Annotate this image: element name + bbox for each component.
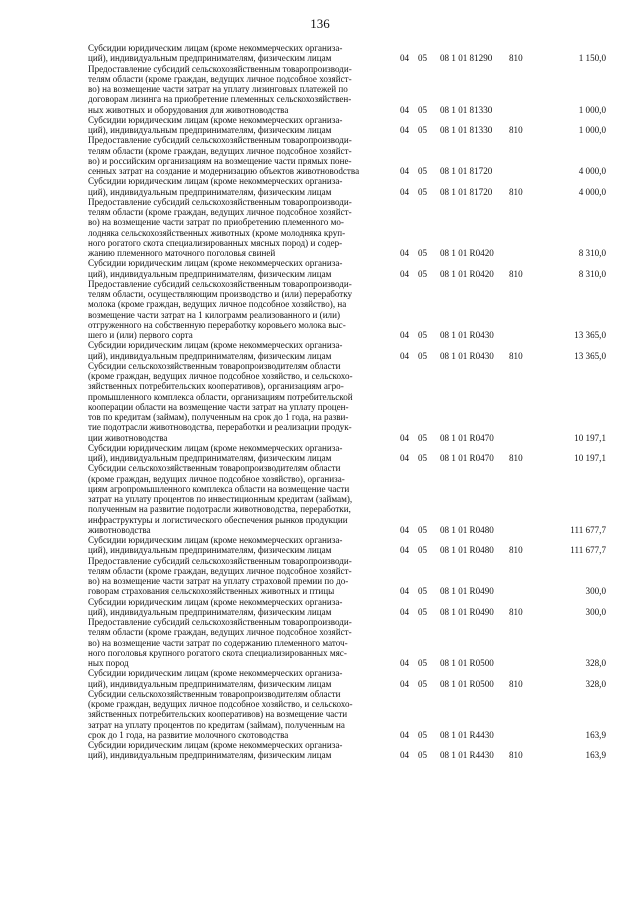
section-code: 04	[400, 186, 410, 197]
subsection-code: 05	[418, 248, 428, 258]
table-row	[88, 258, 606, 279]
amount: 300,0	[585, 606, 606, 617]
amount: 111 677,7	[570, 524, 606, 535]
table-row	[88, 689, 606, 740]
row-description: Субсидии сельскохозяйственным товаропроизводителям области (кроме граждан, ведущих личное подсобное хозяйство, и сельскохо- зяйственных потребительских кооперативов) на возмещение части затрат на уплату процентов по кредитам (займам), полученным на срок до 1 года, на развитие молочного скотоводства	[88, 688, 353, 740]
table-row	[88, 535, 606, 556]
table-row	[88, 279, 606, 341]
expense-type-code: 810	[509, 678, 523, 689]
subsection-code: 05	[418, 524, 428, 535]
section-code: 04	[400, 678, 410, 689]
expense-type-code: 810	[509, 53, 523, 64]
section-code: 04	[400, 750, 410, 761]
row-description: Субсидии юридическим лицам (кроме некоммерческих организа- ций), индивидуальным предпринимателям, физическим лицам	[88, 340, 343, 361]
table-row	[88, 64, 606, 115]
amount: 10 197,1	[574, 453, 606, 463]
row-description: Субсидии юридическим лицам (кроме некоммерческих организа- ций), индивидуальным предпринимателям, физическим лицам	[88, 43, 343, 64]
target-article-code: 08 1 01 R0480	[440, 545, 494, 556]
target-article-code: 08 1 01 R0490	[440, 586, 494, 597]
row-description: Предоставление субсидий сельскохозяйственным товаропроизводи- телям области (кроме граждан, ведущих личное подсобное хозяйст- во) на возмещение части затрат на уплату страховой премии по до- говорам страхования сельскохозяйственных животных и птицы	[88, 555, 352, 597]
amount: 10 197,1	[574, 432, 606, 443]
subsection-code: 05	[418, 432, 428, 443]
row-description: Субсидии юридическим лицам (кроме некоммерческих организа- ций), индивидуальным предпринимателям, физическим лицам	[88, 442, 343, 463]
section-code: 04	[400, 729, 410, 740]
target-article-code: 08 1 01 R0470	[440, 453, 494, 463]
table-row	[88, 740, 606, 761]
target-article-code: 08 1 01 R0420	[440, 268, 494, 279]
table-row	[88, 597, 606, 618]
amount: 8 310,0	[578, 248, 606, 258]
row-description: Предоставление субсидий сельскохозяйственным товаропроизводи- телям области (кроме граждан, ведущих личное подсобное хозяйст- во) на возмещение части затрат по приобретению племенного мо- лодняка сельскохозяйственных животных (кроме молодняка круп- ного рогатого скота специализированных мясных пород) и содер- жанию племенного маточного поголовья свиней	[88, 196, 352, 258]
amount: 1 000,0	[578, 125, 606, 135]
row-description: Предоставление субсидий сельскохозяйственным товаропроизводи- телям области (кроме граждан, ведущих личное подсобное хозяйст- во) на возмещение части затрат по содержанию племенного маточ- ного поголовья крупного рогатого скота специализированных мяс- ных пород	[88, 617, 352, 668]
section-code: 04	[400, 432, 410, 443]
section-code: 04	[400, 104, 410, 115]
section-code: 04	[400, 545, 410, 556]
table-row	[88, 135, 606, 176]
expense-type-code: 810	[509, 186, 523, 197]
subsection-code: 05	[418, 678, 428, 689]
table-row	[88, 463, 606, 535]
subsection-code: 05	[418, 453, 428, 463]
row-description: Субсидии сельскохозяйственным товаропроизводителям области (кроме граждан, ведущих личное подсобное хозяйство), организа- циям агропромышленного комплекса области на возмещение части затрат на уплату процентов по инвестиционным кредитам (займам), полученным на развитие подотрасли животноводства, переработки, инфраструктуры и логистического обеспечения рынков продукции животноводства	[88, 463, 353, 535]
target-article-code: 08 1 01 R0470	[440, 432, 494, 443]
row-description: Субсидии сельскохозяйственным товаропроизводителям области (кроме граждан, ведущих личное подсобное хозяйство, и сельскохо- зяйственных потребительских кооперативов), организациям агро- промышленного комплекса области, организациям потребительской кооперации области на возмещение части затрат на уплату процен- тов по кредитам (займам), полученным на срок до 1 года, на разви- тие подотрасли животноводства, переработки и реализации продук- ции животноводства	[88, 360, 353, 443]
table-row	[88, 361, 606, 443]
target-article-code: 08 1 01 81290	[440, 53, 493, 64]
amount: 4 000,0	[578, 166, 606, 176]
target-article-code: 08 1 01 R0480	[440, 524, 494, 535]
expense-type-code: 810	[509, 750, 523, 761]
table-row	[88, 176, 606, 197]
expense-type-code: 810	[509, 268, 523, 279]
row-description: Субсидии юридическим лицам (кроме некоммерческих организа- ций), индивидуальным предпринимателям, физическим лицам	[88, 258, 343, 279]
subsection-code: 05	[418, 186, 428, 197]
amount: 300,0	[585, 586, 606, 597]
amount: 4 000,0	[578, 186, 606, 197]
target-article-code: 08 1 01 R4430	[440, 750, 494, 761]
subsection-code: 05	[418, 586, 428, 597]
amount: 111 677,7	[570, 545, 606, 556]
page-number: 136	[310, 16, 330, 31]
subsection-code: 05	[418, 166, 428, 176]
section-code: 04	[400, 350, 410, 361]
subsection-code: 05	[418, 268, 428, 279]
row-description: Субсидии юридическим лицам (кроме некоммерческих организа- ций), индивидуальным предпринимателям, физическим лицам	[88, 176, 343, 197]
expense-type-code: 810	[509, 453, 523, 463]
budget-table	[88, 43, 606, 761]
row-description: Предоставление субсидий сельскохозяйственным товаропроизводи- телям области (кроме граждан, ведущих личное подсобное хозяйст- во) и российским организациям на возмещение части прямых поне- сенных затрат на создание и модернизацию объектов животновodства	[88, 135, 360, 176]
amount: 8 310,0	[578, 268, 606, 279]
target-article-code: 08 1 01 R0500	[440, 678, 494, 689]
section-code: 04	[400, 248, 410, 258]
expense-type-code: 810	[509, 125, 523, 135]
section-code: 04	[400, 606, 410, 617]
target-article-code: 08 1 01 R0420	[440, 248, 494, 258]
subsection-code: 05	[418, 104, 428, 115]
section-code: 04	[400, 586, 410, 597]
subsection-code: 05	[418, 729, 428, 740]
section-code: 04	[400, 524, 410, 535]
expense-type-code: 810	[509, 545, 523, 556]
amount: 328,0	[585, 678, 606, 689]
amount: 13 365,0	[574, 350, 606, 361]
subsection-code: 05	[418, 750, 428, 761]
target-article-code: 08 1 01 81330	[440, 104, 493, 115]
target-article-code: 08 1 01 81330	[440, 125, 493, 135]
amount: 163,9	[585, 750, 606, 761]
target-article-code: 08 1 01 81720	[440, 166, 493, 176]
amount: 1 150,0	[578, 53, 606, 64]
table-row	[88, 443, 606, 464]
expense-type-code: 810	[509, 606, 523, 617]
target-article-code: 08 1 01 81720	[440, 186, 493, 197]
table-row	[88, 617, 606, 668]
section-code: 04	[400, 125, 410, 135]
target-article-code: 08 1 01 R0500	[440, 658, 494, 668]
amount: 163,9	[585, 729, 606, 740]
row-description: Предоставление субсидий сельскохозяйственным товаропроизводи- телям области (кроме граждан, ведущих личное подсобное хозяйст- во) на возмещение части затрат на уплату лизинговых платежей по договорам лизинга на приобретение племенных сельскохозяйствен- ных животных и оборудования для животноводства	[88, 63, 352, 115]
row-description: Субсидии юридическим лицам (кроме некоммерческих организа- ций), индивидуальным предпринимателям, физическим лицам	[88, 114, 343, 135]
row-description: Субсидии юридическим лицам (кроме некоммерческих организа- ций), индивидуальным предпринимателям, физическим лицам	[88, 740, 343, 761]
row-description: Предоставление субсидий сельскохозяйственным товаропроизводи- телям области, осуществляющим производство и (или) переработку молока (кроме граждан, ведущих личное подсобное хозяйство), на возмещение части затрат на 1 килограмм реализованного и (или) отгруженного на собственную переработку коровьего молока выс- шего и (или) первого сорта	[88, 278, 353, 340]
subsection-code: 05	[418, 330, 428, 340]
subsection-code: 05	[418, 606, 428, 617]
section-code: 04	[400, 453, 410, 463]
table-row	[88, 43, 606, 64]
section-code: 04	[400, 166, 410, 176]
section-code: 04	[400, 330, 410, 340]
section-code: 04	[400, 53, 410, 64]
section-code: 04	[400, 268, 410, 279]
amount: 328,0	[585, 658, 606, 668]
subsection-code: 05	[418, 545, 428, 556]
subsection-code: 05	[418, 350, 428, 361]
row-description: Субсидии юридическим лицам (кроме некоммерческих организа- ций), индивидуальным предпринимателям, физическим лицам	[88, 596, 343, 617]
table-row	[88, 197, 606, 259]
subsection-code: 05	[418, 658, 428, 668]
target-article-code: 08 1 01 R0430	[440, 330, 494, 340]
table-row	[88, 115, 606, 136]
target-article-code: 08 1 01 R4430	[440, 729, 494, 740]
subsection-code: 05	[418, 125, 428, 135]
table-row	[88, 668, 606, 689]
table-row	[88, 340, 606, 361]
target-article-code: 08 1 01 R0490	[440, 606, 494, 617]
amount: 1 000,0	[578, 104, 606, 115]
subsection-code: 05	[418, 53, 428, 64]
table-row	[88, 556, 606, 597]
target-article-code: 08 1 01 R0430	[440, 350, 494, 361]
row-description: Субсидии юридическим лицам (кроме некоммерческих организа- ций), индивидуальным предпринимателям, физическим лицам	[88, 668, 343, 689]
expense-type-code: 810	[509, 350, 523, 361]
amount: 13 365,0	[574, 330, 606, 340]
row-description: Субсидии юридическим лицам (кроме некоммерческих организа- ций), индивидуальным предпринимателям, физическим лицам	[88, 535, 343, 556]
section-code: 04	[400, 658, 410, 668]
